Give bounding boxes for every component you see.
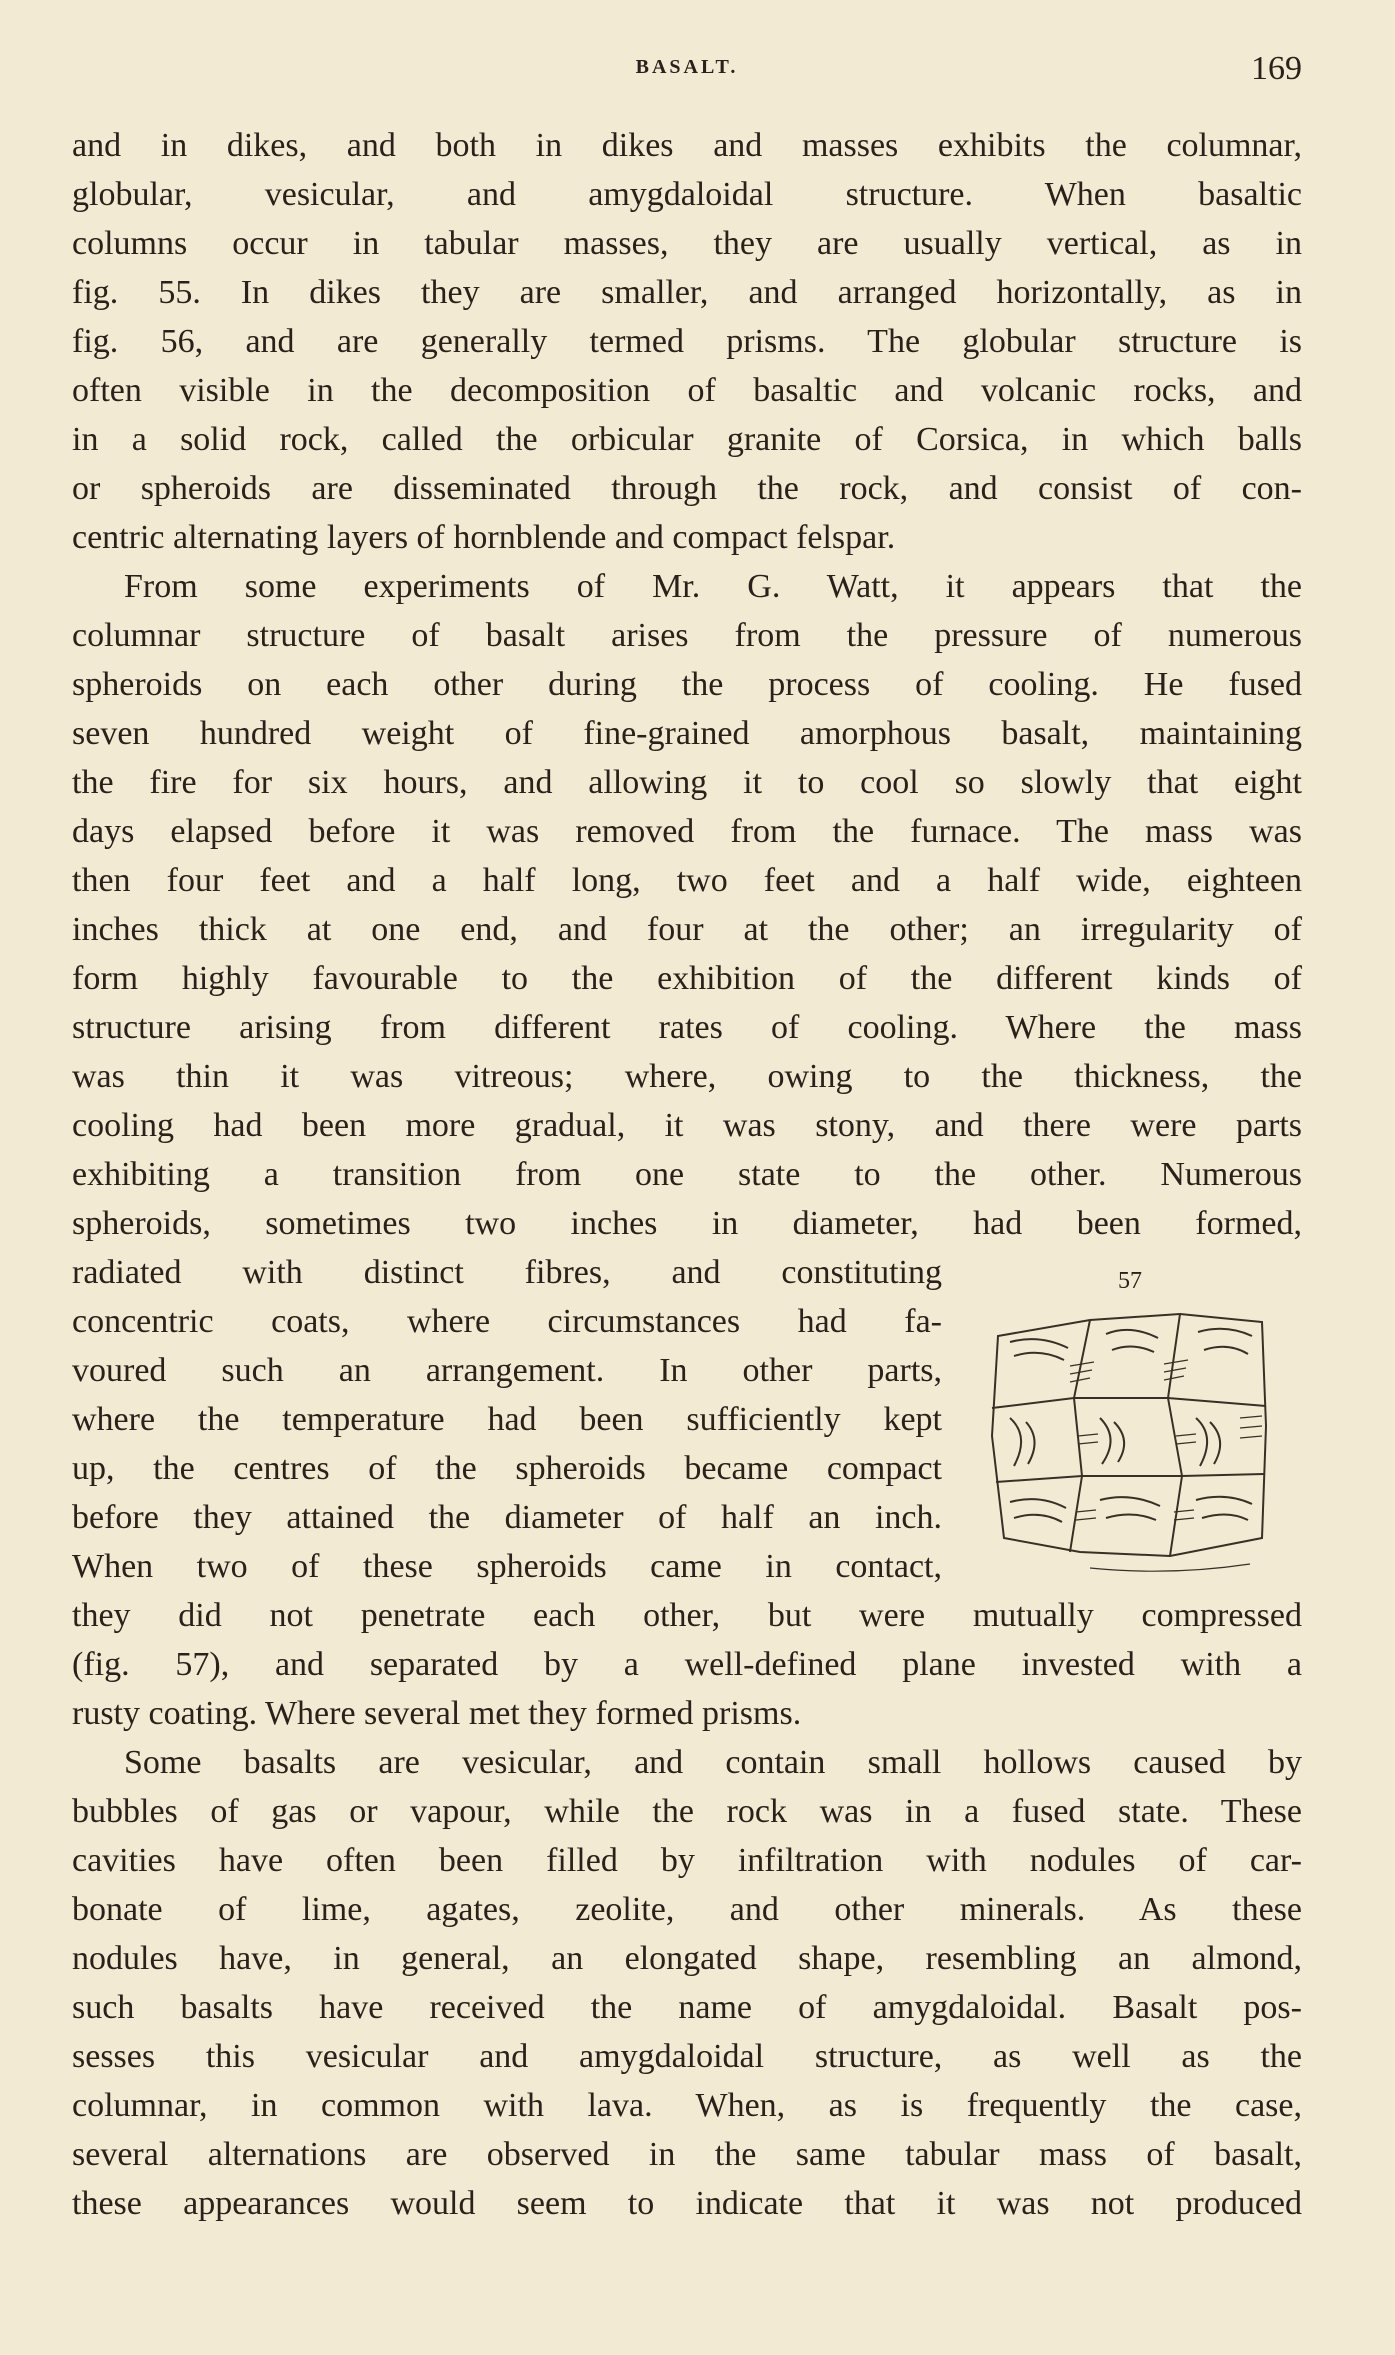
text-line: radiated with distinct fibres, and constituting <box>72 1254 942 1291</box>
text-line: exhibiting a transition from one state to the other. Numerous <box>72 1156 1302 1193</box>
text-line: in a solid rock, called the orbicular granite of Corsica, in which balls <box>72 421 1302 458</box>
text-line: voured such an arrangement. In other parts, <box>72 1352 942 1389</box>
text-line: rusty coating. Where several met they formed prisms. <box>72 1695 802 1732</box>
text-line: days elapsed before it was removed from the furnace. The mass was <box>72 813 1302 850</box>
text-line: these appearances would seem to indicate that it was not produced <box>72 2185 1302 2222</box>
text-line: they did not penetrate each other, but were mutually compressed <box>72 1597 1302 1634</box>
running-title: BASALT. <box>635 56 739 78</box>
text-line: fig. 56, and are generally termed prisms. The globular structure is <box>72 323 1302 360</box>
text-line: where the temperature had been sufficiently kept <box>72 1401 942 1438</box>
text-line: cavities have often been filled by infiltration with nodules of car- <box>72 1842 1302 1879</box>
text-line: columns occur in tabular masses, they are usually vertical, as in <box>72 225 1302 262</box>
text-line: spheroids, sometimes two inches in diameter, had been formed, <box>72 1205 1302 1242</box>
text-line: sesses this vesicular and amygdaloidal structure, as well as the <box>72 2038 1302 2075</box>
figure-57 <box>970 1268 1290 1584</box>
text-line: was thin it was vitreous; where, owing to the thickness, the <box>72 1058 1302 1095</box>
text-line: seven hundred weight of fine-grained amorphous basalt, maintaining <box>72 715 1302 752</box>
text-line: When two of these spheroids came in contact, <box>72 1548 942 1585</box>
text-line: nodules have, in general, an elongated shape, resembling an almond, <box>72 1940 1302 1977</box>
text-line: From some experiments of Mr. G. Watt, it appears that the <box>124 568 1302 605</box>
figure-label: 57 <box>1118 1268 1142 1294</box>
text-line: fig. 55. In dikes they are smaller, and arranged horizontally, as in <box>72 274 1302 311</box>
text-line: inches thick at one end, and four at the other; an irregularity of <box>72 911 1302 948</box>
page-number: 169 <box>1251 50 1302 87</box>
text-line: centric alternating layers of hornblende and compact felspar. <box>72 519 896 556</box>
text-line: form highly favourable to the exhibition of the different kinds of <box>72 960 1302 997</box>
text-line: columnar, in common with lava. When, as is frequently the case, <box>72 2087 1302 2124</box>
text-line: several alternations are observed in the same tabular mass of basalt, <box>72 2136 1302 2173</box>
text-line: columnar structure of basalt arises from the pressure of numerous <box>72 617 1302 654</box>
text-line: spheroids on each other during the process of cooling. He fused <box>72 666 1302 703</box>
text-line: bubbles of gas or vapour, while the rock was in a fused state. These <box>72 1793 1302 1830</box>
text-line: the fire for six hours, and allowing it to cool so slowly that eight <box>72 764 1302 801</box>
text-line: up, the centres of the spheroids became compact <box>72 1450 942 1487</box>
text-line: and in dikes, and both in dikes and masses exhibits the columnar, <box>72 127 1302 164</box>
text-line: such basalts have received the name of amygdaloidal. Basalt pos- <box>72 1989 1302 2026</box>
text-line: globular, vesicular, and amygdaloidal structure. When basaltic <box>72 176 1302 213</box>
text-line: or spheroids are disseminated through the rock, and consist of con- <box>72 470 1302 507</box>
body-text <box>72 121 1302 2228</box>
text-line: structure arising from different rates of cooling. Where the mass <box>72 1009 1302 1046</box>
text-line: cooling had been more gradual, it was stony, and there were parts <box>72 1107 1302 1144</box>
text-line: often visible in the decomposition of basaltic and volcanic rocks, and <box>72 372 1302 409</box>
text-line: before they attained the diameter of half an inch. <box>72 1499 942 1536</box>
running-head <box>72 50 1302 90</box>
text-line: bonate of lime, agates, zeolite, and other minerals. As these <box>72 1891 1302 1928</box>
text-line: concentric coats, where circumstances had fa- <box>72 1303 942 1340</box>
text-line: then four feet and a half long, two feet and a half wide, eighteen <box>72 862 1302 899</box>
text-line: (fig. 57), and separated by a well-defined plane invested with a <box>72 1646 1302 1683</box>
compressed-spheroids-engraving-icon <box>970 1306 1290 1582</box>
text-line: Some basalts are vesicular, and contain small hollows caused by <box>124 1744 1302 1781</box>
